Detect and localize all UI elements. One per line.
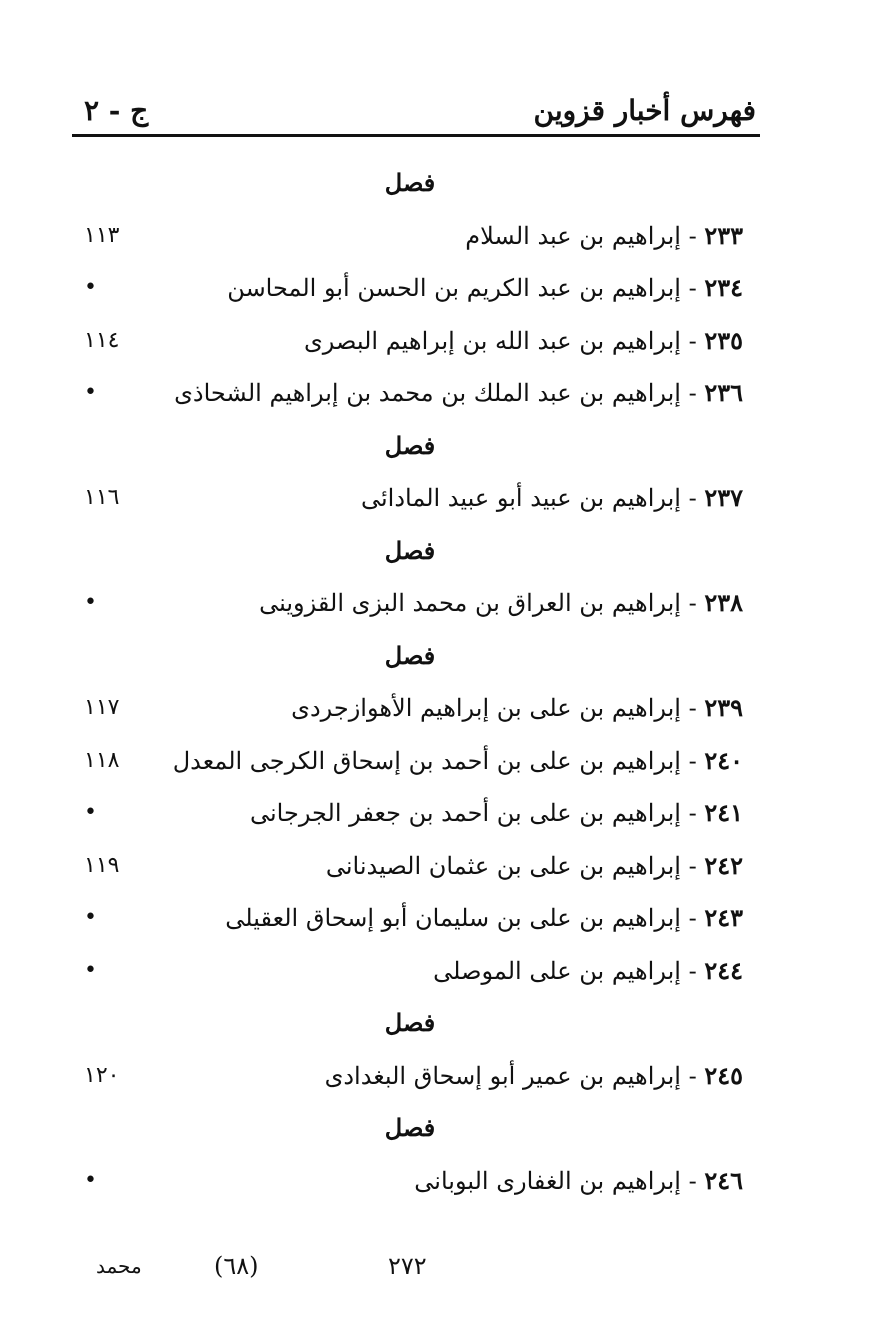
index-entry — [0, 843, 873, 896]
entry-page-reference: • — [84, 905, 97, 930]
index-entry — [0, 475, 873, 528]
entry-number: ٢٣٨ — [704, 588, 743, 617]
entry-number: ٢٣٦ — [704, 378, 743, 407]
footer-signature: محمد — [96, 1254, 142, 1278]
section-row — [0, 633, 873, 686]
entry-page-reference: ١١٧ — [84, 695, 120, 720]
entry-separator: - — [680, 746, 705, 775]
entry-number: ٢٤٤ — [704, 955, 743, 985]
entry-number: ٢٤١ — [704, 798, 743, 827]
entry-name: إبراهيم بن الغفارى البوبانى — [414, 1166, 681, 1195]
entry-text — [225, 903, 743, 932]
section-heading: فصل — [384, 1008, 436, 1037]
entry-page-reference: • — [84, 1167, 97, 1193]
entry-text — [304, 326, 743, 355]
entry-number: ٢٣٩ — [704, 693, 743, 722]
entry-name: إبراهيم بن على الموصلى — [433, 956, 681, 985]
entry-text — [326, 851, 743, 880]
entry-text — [227, 273, 743, 302]
entry-page-reference: ١١٨ — [84, 747, 120, 773]
entry-number: ٢٣٣ — [704, 220, 743, 250]
entry-separator: - — [680, 221, 705, 250]
entry-text — [250, 798, 743, 827]
entry-name: إبراهيم بن على بن أحمد بن جعفر الجرجانى — [249, 799, 681, 827]
entry-text — [414, 1166, 743, 1195]
entry-name: إبراهيم بن عمير أبو إسحاق البغدادى — [324, 1061, 681, 1090]
entry-name: إبراهيم بن على بن سليمان أبو إسحاق العقيلى — [225, 904, 681, 932]
entry-number: ٢٤٢ — [704, 850, 743, 880]
section-heading: فصل — [384, 535, 436, 565]
entry-text — [433, 956, 743, 985]
entry-separator: - — [680, 379, 705, 407]
entry-text — [291, 693, 743, 722]
header-title: فهرس أخبار قزوين — [533, 94, 756, 127]
entry-name: إبراهيم بن على بن أحمد بن إسحاق الكرجى المعدل — [172, 746, 681, 775]
entry-name: إبراهيم بن العراق بن محمد البزى القزوينى — [259, 589, 681, 617]
entry-separator: - — [680, 274, 705, 302]
section-row — [0, 1105, 873, 1158]
entry-number: ٢٤٦ — [704, 1165, 743, 1195]
entry-page-reference: • — [84, 800, 97, 825]
entry-page-reference: • — [84, 590, 97, 615]
entry-name: إبراهيم بن عبد السلام — [465, 221, 681, 250]
entry-page-reference: ١١٦ — [84, 485, 120, 510]
entry-name: إبراهيم بن عبد الله بن إبراهيم البصرى — [304, 326, 681, 355]
entry-name: إبراهيم بن عبيد أبو عبيد المادائى — [360, 484, 681, 512]
section-heading: فصل — [384, 1113, 436, 1142]
running-header — [72, 92, 760, 137]
entry-page-reference: • — [84, 380, 97, 405]
entry-number: ٢٣٥ — [704, 325, 743, 355]
entry-number: ٢٤٥ — [704, 1060, 743, 1090]
entry-text — [259, 588, 743, 617]
index-entry — [0, 370, 873, 423]
entry-number: ٢٣٤ — [704, 273, 743, 302]
entry-number: ٢٤٠ — [704, 745, 743, 775]
entry-page-reference: ١١٩ — [84, 852, 120, 878]
entry-text — [465, 221, 743, 250]
entry-page-reference: • — [84, 275, 97, 300]
entry-page-reference: ١١٤ — [84, 327, 120, 353]
header-volume: ج - ٢ — [84, 94, 149, 127]
entry-name: إبراهيم بن على بن عثمان الصيدنانى — [325, 851, 681, 880]
entry-separator: - — [680, 1061, 705, 1090]
section-row — [0, 160, 873, 213]
entry-page-reference: ١٢٠ — [84, 1062, 120, 1088]
entry-separator: - — [680, 799, 705, 827]
index-entry — [0, 580, 873, 633]
entry-separator: - — [680, 589, 705, 617]
entry-name: إبراهيم بن على بن إبراهيم الأهوازجردى — [291, 694, 681, 722]
section-row — [0, 528, 873, 581]
index-entry — [0, 685, 873, 738]
entry-name: إبراهيم بن عبد الكريم بن الحسن أبو المحاسن — [227, 274, 681, 302]
entry-text — [173, 746, 743, 775]
entry-separator: - — [680, 904, 705, 932]
entry-text — [174, 378, 743, 407]
entry-text — [361, 483, 743, 512]
section-row — [0, 423, 873, 476]
index-entry — [0, 1158, 873, 1211]
index-list — [0, 160, 873, 1210]
index-entry — [0, 1053, 873, 1106]
index-entry — [0, 265, 873, 318]
footer-sheet-number: (٦٨) — [214, 1252, 259, 1280]
index-entry — [0, 790, 873, 843]
entry-number: ٢٣٧ — [704, 483, 743, 512]
entry-separator: - — [680, 484, 705, 512]
entry-page-reference: ١١٣ — [84, 222, 120, 248]
index-entry — [0, 948, 873, 1001]
section-heading: فصل — [384, 168, 436, 197]
section-heading: فصل — [384, 640, 436, 670]
entry-number: ٢٤٣ — [704, 903, 743, 932]
entry-separator: - — [680, 694, 705, 722]
section-heading: فصل — [384, 430, 436, 460]
index-entry — [0, 738, 873, 791]
entry-separator: - — [680, 326, 705, 355]
entry-page-reference: • — [84, 957, 97, 983]
entry-text — [325, 1061, 743, 1090]
entry-separator: - — [680, 1166, 705, 1195]
entry-separator: - — [680, 956, 705, 985]
page-footer — [0, 1252, 873, 1292]
index-entry — [0, 318, 873, 371]
index-entry — [0, 895, 873, 948]
index-entry — [0, 213, 873, 266]
section-row — [0, 1000, 873, 1053]
entry-separator: - — [680, 851, 705, 880]
footer-page-number: ٢٧٢ — [388, 1252, 427, 1280]
entry-name: إبراهيم بن عبد الملك بن محمد بن إبراهيم الشحاذى — [174, 379, 681, 407]
